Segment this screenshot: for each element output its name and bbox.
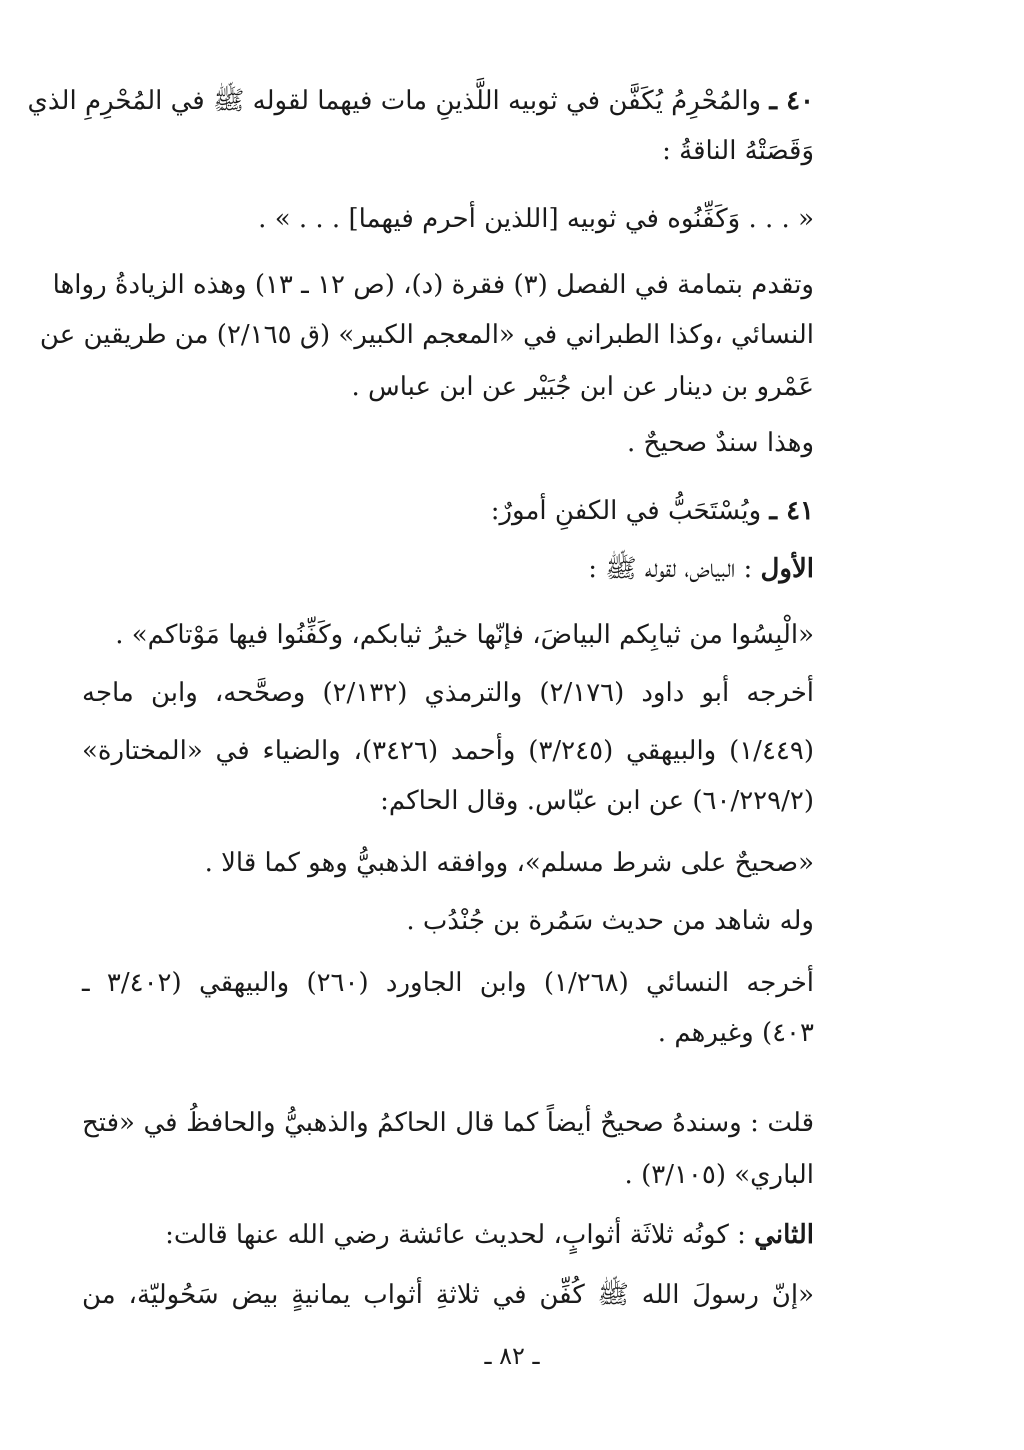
item-text: : البياض، لقوله ﷺ : (588, 554, 753, 584)
paragraph-text: (١/٤٤٩) والبيهقي (٣/٢٤٥) وأحمد (٣٤٢٦)، والضياء في «المختارة» (82, 736, 814, 766)
shahid-statement (82, 904, 814, 938)
item-text: : كونُه ثلاثَة أثوابٍ، لحديث عائشة رضي الله عنها قالت: (165, 1220, 746, 1250)
paragraph-taqaddam-line-2 (39, 318, 814, 352)
paragraph-takhrij-line-2 (82, 734, 814, 768)
quote-text: «صحيحٌ على شرط مسلم»، ووافقه الذهبيُّ وهو كما قالا . (204, 848, 814, 878)
paragraph-text: وتقدم بتمامة في الفصل (٣) فقرة (د)، (ص ١٢ ـ ١٣) وهذه الزيادةُ رواها (52, 270, 814, 300)
second-item (82, 1218, 814, 1252)
paragraph-text: ٤٠٣) وغيرهم . (657, 1018, 814, 1048)
paragraph-number: ٤٠ ـ (769, 86, 814, 116)
paragraph-text: (٦٠/٢٢٩/٢) عن ابن عبّاس. وقال الحاكم: (380, 786, 814, 816)
paragraph-text: وَقَصَتْهُ الناقةُ : (662, 136, 814, 166)
paragraph-text: ويُسْتَحَبُّ في الكفنِ أمورٌ: (490, 496, 762, 526)
paragraph-number: ٤١ ـ (769, 496, 814, 526)
hadith-quote-2 (82, 618, 814, 652)
hadith-quote-1 (82, 202, 814, 236)
item-label: الأول (760, 554, 814, 584)
hadith-quote-3 (82, 846, 814, 880)
paragraph-text: أخرجه النسائي (١/٢٦٨) وابن الجاورد (٢٦٠) والبيهقي (٣/٤٠٢ ـ (82, 968, 814, 998)
paragraph-qultu-line-1 (82, 1106, 814, 1140)
item-label: الثاني (754, 1220, 814, 1250)
paragraph-taqaddam-line-1 (52, 268, 814, 302)
quote-text: « . . . وَكَفِّنُوه في ثوبيه [اللذين أحرم فيهما] . . . » . (258, 204, 814, 234)
paragraph-takhrij2-line-1 (82, 966, 814, 1000)
paragraph-text: وهذا سندٌ صحيحٌ . (627, 428, 814, 458)
paragraph-text: والمُحْرِمُ يُكَفَّن في ثوبيه اللَّذينِ مات فيهما لقوله ﷺ في المُحْرِمِ الذي (27, 86, 762, 116)
paragraph-text: الباري» (٣/١٠٥) . (624, 1160, 814, 1190)
paragraph-text: وله شاهد من حديث سَمُرة بن جُنْدُب . (406, 906, 814, 936)
hadith-quote-4 (82, 1278, 814, 1312)
paragraph-takhrij-line-3 (82, 784, 814, 818)
paragraph-taqaddam-line-3 (82, 370, 814, 404)
paragraph-text: النسائي ،وكذا الطبراني في «المعجم الكبير» (ق ٢/١٦٥) من طريقين عن (39, 320, 814, 350)
first-item (82, 552, 814, 586)
paragraph-text: قلت : وسندهُ صحيحٌ أيضاً كما قال الحاكمُ والذهبيُّ والحافظُ في «فتح (82, 1108, 814, 1138)
page-number: ـ ٨٢ ـ (484, 1342, 540, 1370)
quote-text: «إنّ رسولَ الله ﷺ كُفِّن في ثلاثةِ أثواب يمانيةٍ بيض سَحُوليّة، من (82, 1280, 814, 1310)
paragraph-40-line-1 (27, 84, 814, 118)
paragraph-text: عَمْرو بن دينار عن ابن جُبَيْر عن ابن عباس . (351, 372, 814, 402)
paragraph-takhrij2-line-2 (82, 1016, 814, 1050)
sanad-statement (82, 426, 814, 460)
paragraph-takhrij-line-1 (82, 676, 814, 710)
paragraph-40-line-2 (82, 134, 814, 168)
paragraph-qultu-line-2 (82, 1158, 814, 1192)
paragraph-41 (82, 494, 814, 528)
quote-text: «الْبِسُوا من ثيابِكم البياضَ، فإنّها خيرُ ثيابكم، وكَفِّنُوا فيها مَوْتاكم» . (115, 620, 814, 650)
paragraph-text: أخرجه أبو داود (٢/١٧٦) والترمذي (٢/١٣٢) وصحَّحه، وابن ماجه (82, 678, 814, 708)
